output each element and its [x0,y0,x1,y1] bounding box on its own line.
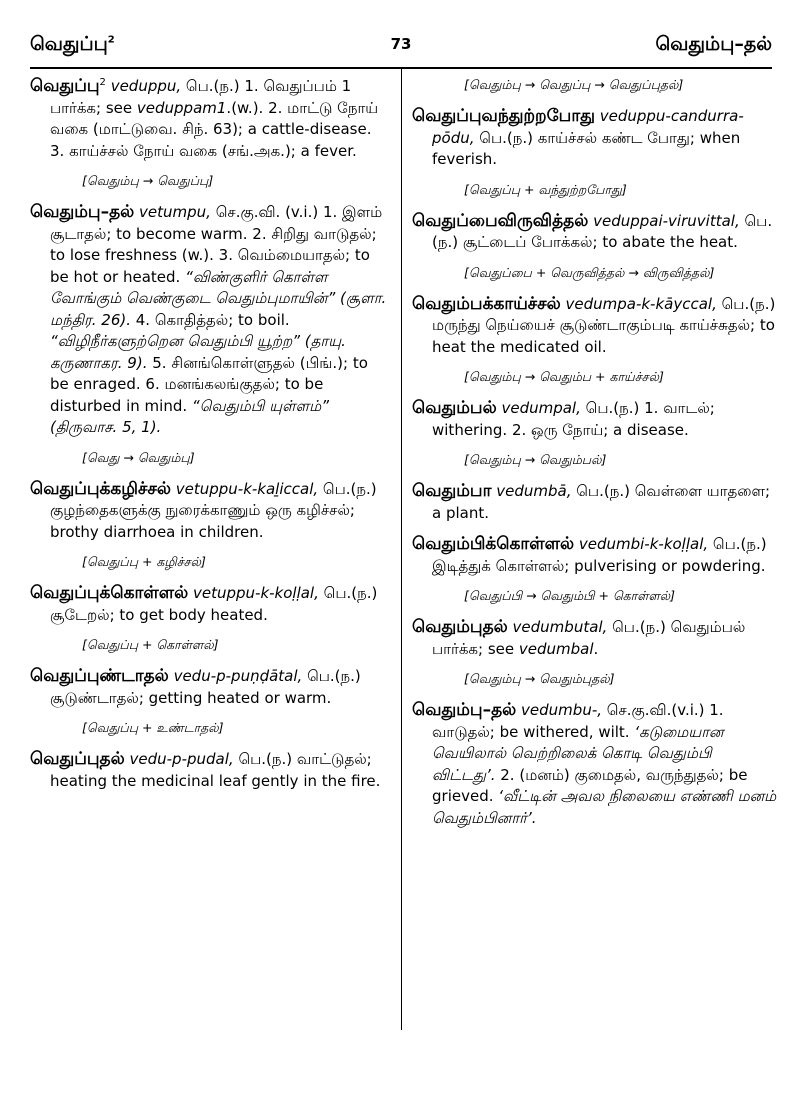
etymology: [வெதும்பு → வெதும்புதல்] [464,671,615,686]
etymology: [வெதும்பு → வெதும்பல்] [464,452,607,467]
entry-vetuppu-k-kollal: வெதுப்புக்கொள்ளல் vetuppu-k-koḷḷal, பெ.(ந.) சூடேறல்; to get body heated. [30,583,378,624]
etymology: [வெது → வெதும்பு] [82,449,195,465]
etymology: [வெதும்பு → வெதும்ப + காய்ச்சல்] [464,369,664,384]
etymology: [வெதும்பு → வெதுப்பு → வெதுப்புதல்] [464,77,684,92]
entry-vedu-p-pudal: வெதுப்புதல் vedu-p-pudal, பெ.(ந.) வாட்டுதல்; heating the medicinal leaf gently in the fire. [30,749,381,790]
etymology: [வெதுப்பு + கொள்ளல்] [82,637,219,652]
entry-veduppai-viruvittal: வெதுப்பைவிருவித்தல் veduppai-viruvittal, பெ.(ந.) சூட்டைப் போக்கல்; to abate the heat. [412,210,773,251]
page-header [30,33,772,63]
entry-vedumbi-k-kollal: வெதும்பிக்கொள்ளல் vedumbi-k-koḷḷal, பெ.(ந.) இடித்துக் கொள்ளல்; pulverising or powdering. [412,534,767,575]
left-column [30,76,390,802]
etymology: [வெதுப்பு + உண்டாதல்] [82,720,224,735]
etymology: [வெதும்பு → வெதுப்பு] [82,173,214,188]
entry-vedumpa-k-kayccal: வெதும்பக்காய்ச்சல் vedumpa-k-kāyccal, பெ.(ந.) மருந்து நெய்யைச் சூடுண்டாகும்படி காய்ச்சுதல்; to heat the medicated oil. [412,293,776,356]
entry-vedumbu-tal: வெதும்பு–தல் vedumbu-, செ.கு.வி.(v.i.) 1. வாடுதல்; be withered, wilt. ‘கடுமையான வெயிலால் வெற்றிலைக் கொடி வெதும்பி விட்டது’. 2. (மனம்) குமைதல், வருந்துதல்; be grieved. ‘வீட்டின் அவல நிலையை எண்ணி மனம் வெதும்பினார்’. [412,700,777,827]
entry-vedumpal: வெதும்பல் vedumpal, பெ.(ந.) 1. வாடல்; withering. 2. ஒரு நோய்; a disease. [412,398,715,439]
entry-veduppu: வெதுப்பு$^2$ veduppu, பெ.(ந.) 1. வெதுப்பம் 1 பார்க்க; see veduppam1.(w.). 2. மாட்டு நோய் வகை (மாட்டுவை. சிந். 63); a cattle-disease. 3. காய்ச்சல் நோய் வகை (சங்.அக.); a fever. [30,76,379,160]
entry-veduppu-candurra-podu: வெதுப்புவந்துற்றபோது veduppu-candurra-pōdu, பெ.(ந.) காய்ச்சல் கண்ட போது; when feverish. [412,106,744,168]
page-number: 73 [390,35,412,53]
header-left-guideword: வெதுப்பு$^2$ [30,33,115,55]
header-right-guideword: வெதும்பு–தல் [655,33,772,55]
entry-vetuppu-k-kaliccal: வெதுப்புக்கழிச்சல் vetuppu-k-kaḻiccal, பெ.(ந.) குழந்தைகளுக்கு நுரைக்காணும் ஒரு கழிச்சல்; brothy diarrhoea in children. [30,478,377,541]
column-divider [401,68,402,1030]
etymology: [வெதுப்பை + வெருவித்தல் → விருவித்தல்] [464,264,715,280]
etymology: [வெதுப்பி → வெதும்பி + கொள்ளல்] [464,588,676,603]
entry-vedu-p-pundatal: வெதுப்புண்டாதல் vedu-p-puṇḍātal, பெ.(ந.) சூடுண்டாதல்; getting heated or warm. [30,666,361,707]
etymology: [வெதுப்பு + கழிச்சல்] [82,554,206,569]
entry-vetumpu-tal: வெதும்பு–தல் vetumpu, செ.கு.வி. (v.i.) 1. இளம் சூடாதல்; to become warm. 2. சிறிது வாடுதல்; to lose freshness (w.). 3. வெம்மையாதல்; to be hot or heated. “விண்குளிர் கொள்ள வோங்கும் வெண்குடை வெதும்புமாயின்” (சூளா. மந்திர. 26). 4. கொதித்தல்; to boil. “விழிநீர்களுற்றென வெதும்பி யூற்ற” (தாயு. கருணாகர. 9). 5. சினங்கொள்ளுதல் (பிங்.); to be enraged. 6. மனங்கலங்குதல்; to be disturbed in mind. “வெதும்பி யுள்ளம்” (திருவாச. 5, 1). [30,202,387,436]
right-column [412,76,777,839]
entry-vedumbutal: வெதும்புதல் vedumbutal, பெ.(ந.) வெதும்பல் பார்க்க; see vedumbal. [412,617,746,658]
entry-vedumba: வெதும்பா vedumbā, பெ.(ந.) வெள்ளை யாதளை; a plant. [412,481,771,522]
etymology: [வெதுப்பு + வந்துற்றபோது] [464,181,627,197]
